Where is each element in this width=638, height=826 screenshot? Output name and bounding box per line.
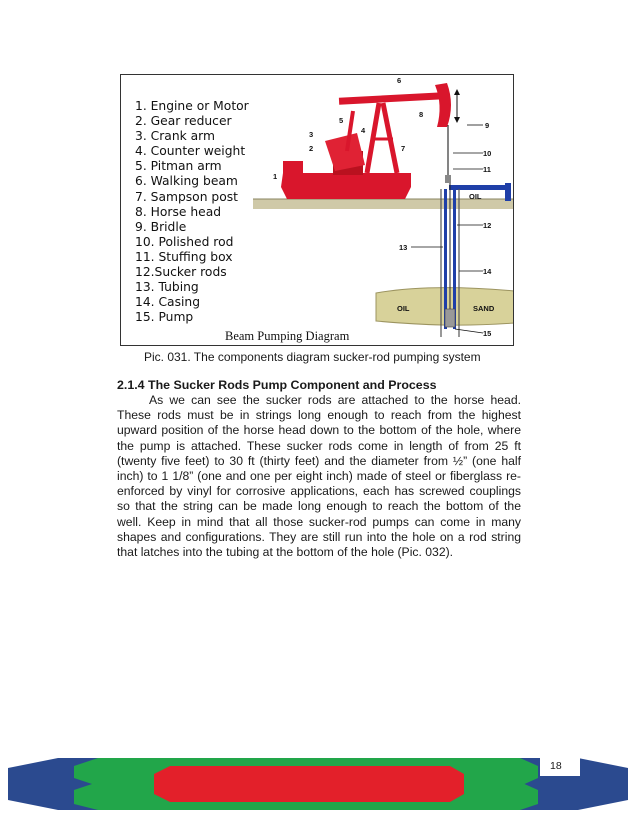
legend-item: 5. Pitman arm — [135, 159, 222, 174]
pump-jack-diagram — [121, 75, 514, 346]
legend-item: 12.Sucker rods — [135, 265, 227, 280]
tubing — [453, 189, 456, 329]
legend-item: 8. Horse head — [135, 204, 222, 219]
callout-number: 6 — [397, 76, 402, 85]
legend-item: 6. Walking beam — [135, 174, 238, 189]
callout-number: 4 — [361, 126, 366, 135]
callout-number: 5 — [339, 116, 344, 125]
legend-item: 10. Polished rod — [135, 234, 234, 249]
body-paragraph: As we can see the sucker rods are attached to the horse head. These rods must be in strings long enough to reach from the highest upward position of the horse head down to the bottom of the hole, where the pump is attached. These sucker rods come in length of from 25 ft (twenty five feet) to 30 ft (thirty feet) and the diameter from ½” (one half inch) to 1 1/8” (one and one per eight inch) made of steel or fiberglass re-enforced by vinyl for corrosive applications, each has screwed couplings so that the string can be made long enough to reach the bottom of the well. Keep in mind that all those sucker-rod pumps can come in many shapes and configurations. They are still run into the hole on a rod string that latches into the tubing at the bottom of the hole (Pic. 032). — [117, 393, 521, 560]
oil-zone-label: OIL — [397, 304, 410, 313]
walking-beam — [339, 92, 441, 104]
legend-item: 3. Crank arm — [135, 129, 215, 144]
horse-head — [435, 83, 451, 127]
sand-zone-label: SAND — [473, 304, 495, 313]
legend-item: 9. Bridle — [135, 219, 187, 234]
callout-number: 8 — [419, 110, 424, 119]
legend-item: 4. Counter weight — [135, 144, 246, 159]
counter-weight — [325, 133, 365, 171]
callout-number: 15 — [483, 329, 492, 338]
callout-number: 2 — [309, 144, 314, 153]
callout-number: 7 — [401, 144, 406, 153]
callout-number: 10 — [483, 149, 492, 158]
engine-block — [283, 161, 303, 175]
legend-item: 2. Gear reducer — [135, 114, 232, 129]
callout-number: 13 — [399, 243, 408, 252]
section-heading: 2.1.4 The Sucker Rods Pump Component and Process — [117, 378, 437, 392]
callout-number: 9 — [485, 121, 490, 130]
page-number: 18 — [550, 760, 562, 772]
oil-outlet-label: OIL — [469, 192, 482, 201]
figure-caption: Pic. 031. The components diagram sucker-rod pumping system — [144, 350, 481, 364]
footer-red-band — [154, 766, 464, 802]
callout-number: 14 — [483, 267, 492, 276]
legend-item: 13. Tubing — [135, 280, 199, 295]
pump-base — [281, 173, 411, 199]
legend-item: 7. Sampson post — [135, 189, 238, 204]
callout-number: 3 — [309, 130, 314, 139]
callout-number: 12 — [483, 221, 492, 230]
legend-item: 14. Casing — [135, 295, 201, 310]
legend-item: 1. Engine or Motor — [135, 99, 249, 113]
callout-number: 1 — [273, 172, 278, 181]
flow-line — [449, 185, 511, 190]
legend-item: 15. Pump — [135, 310, 194, 325]
stuffing-box — [445, 175, 451, 183]
callout-number: 11 — [483, 165, 491, 174]
footer-decoration — [0, 754, 638, 814]
tubing — [444, 189, 447, 329]
diagram-caption: Beam Pumping Diagram — [225, 329, 350, 343]
figure-frame — [120, 74, 514, 346]
pump-barrel — [445, 309, 455, 327]
legend-item: 11. Stuffing box — [135, 249, 233, 264]
